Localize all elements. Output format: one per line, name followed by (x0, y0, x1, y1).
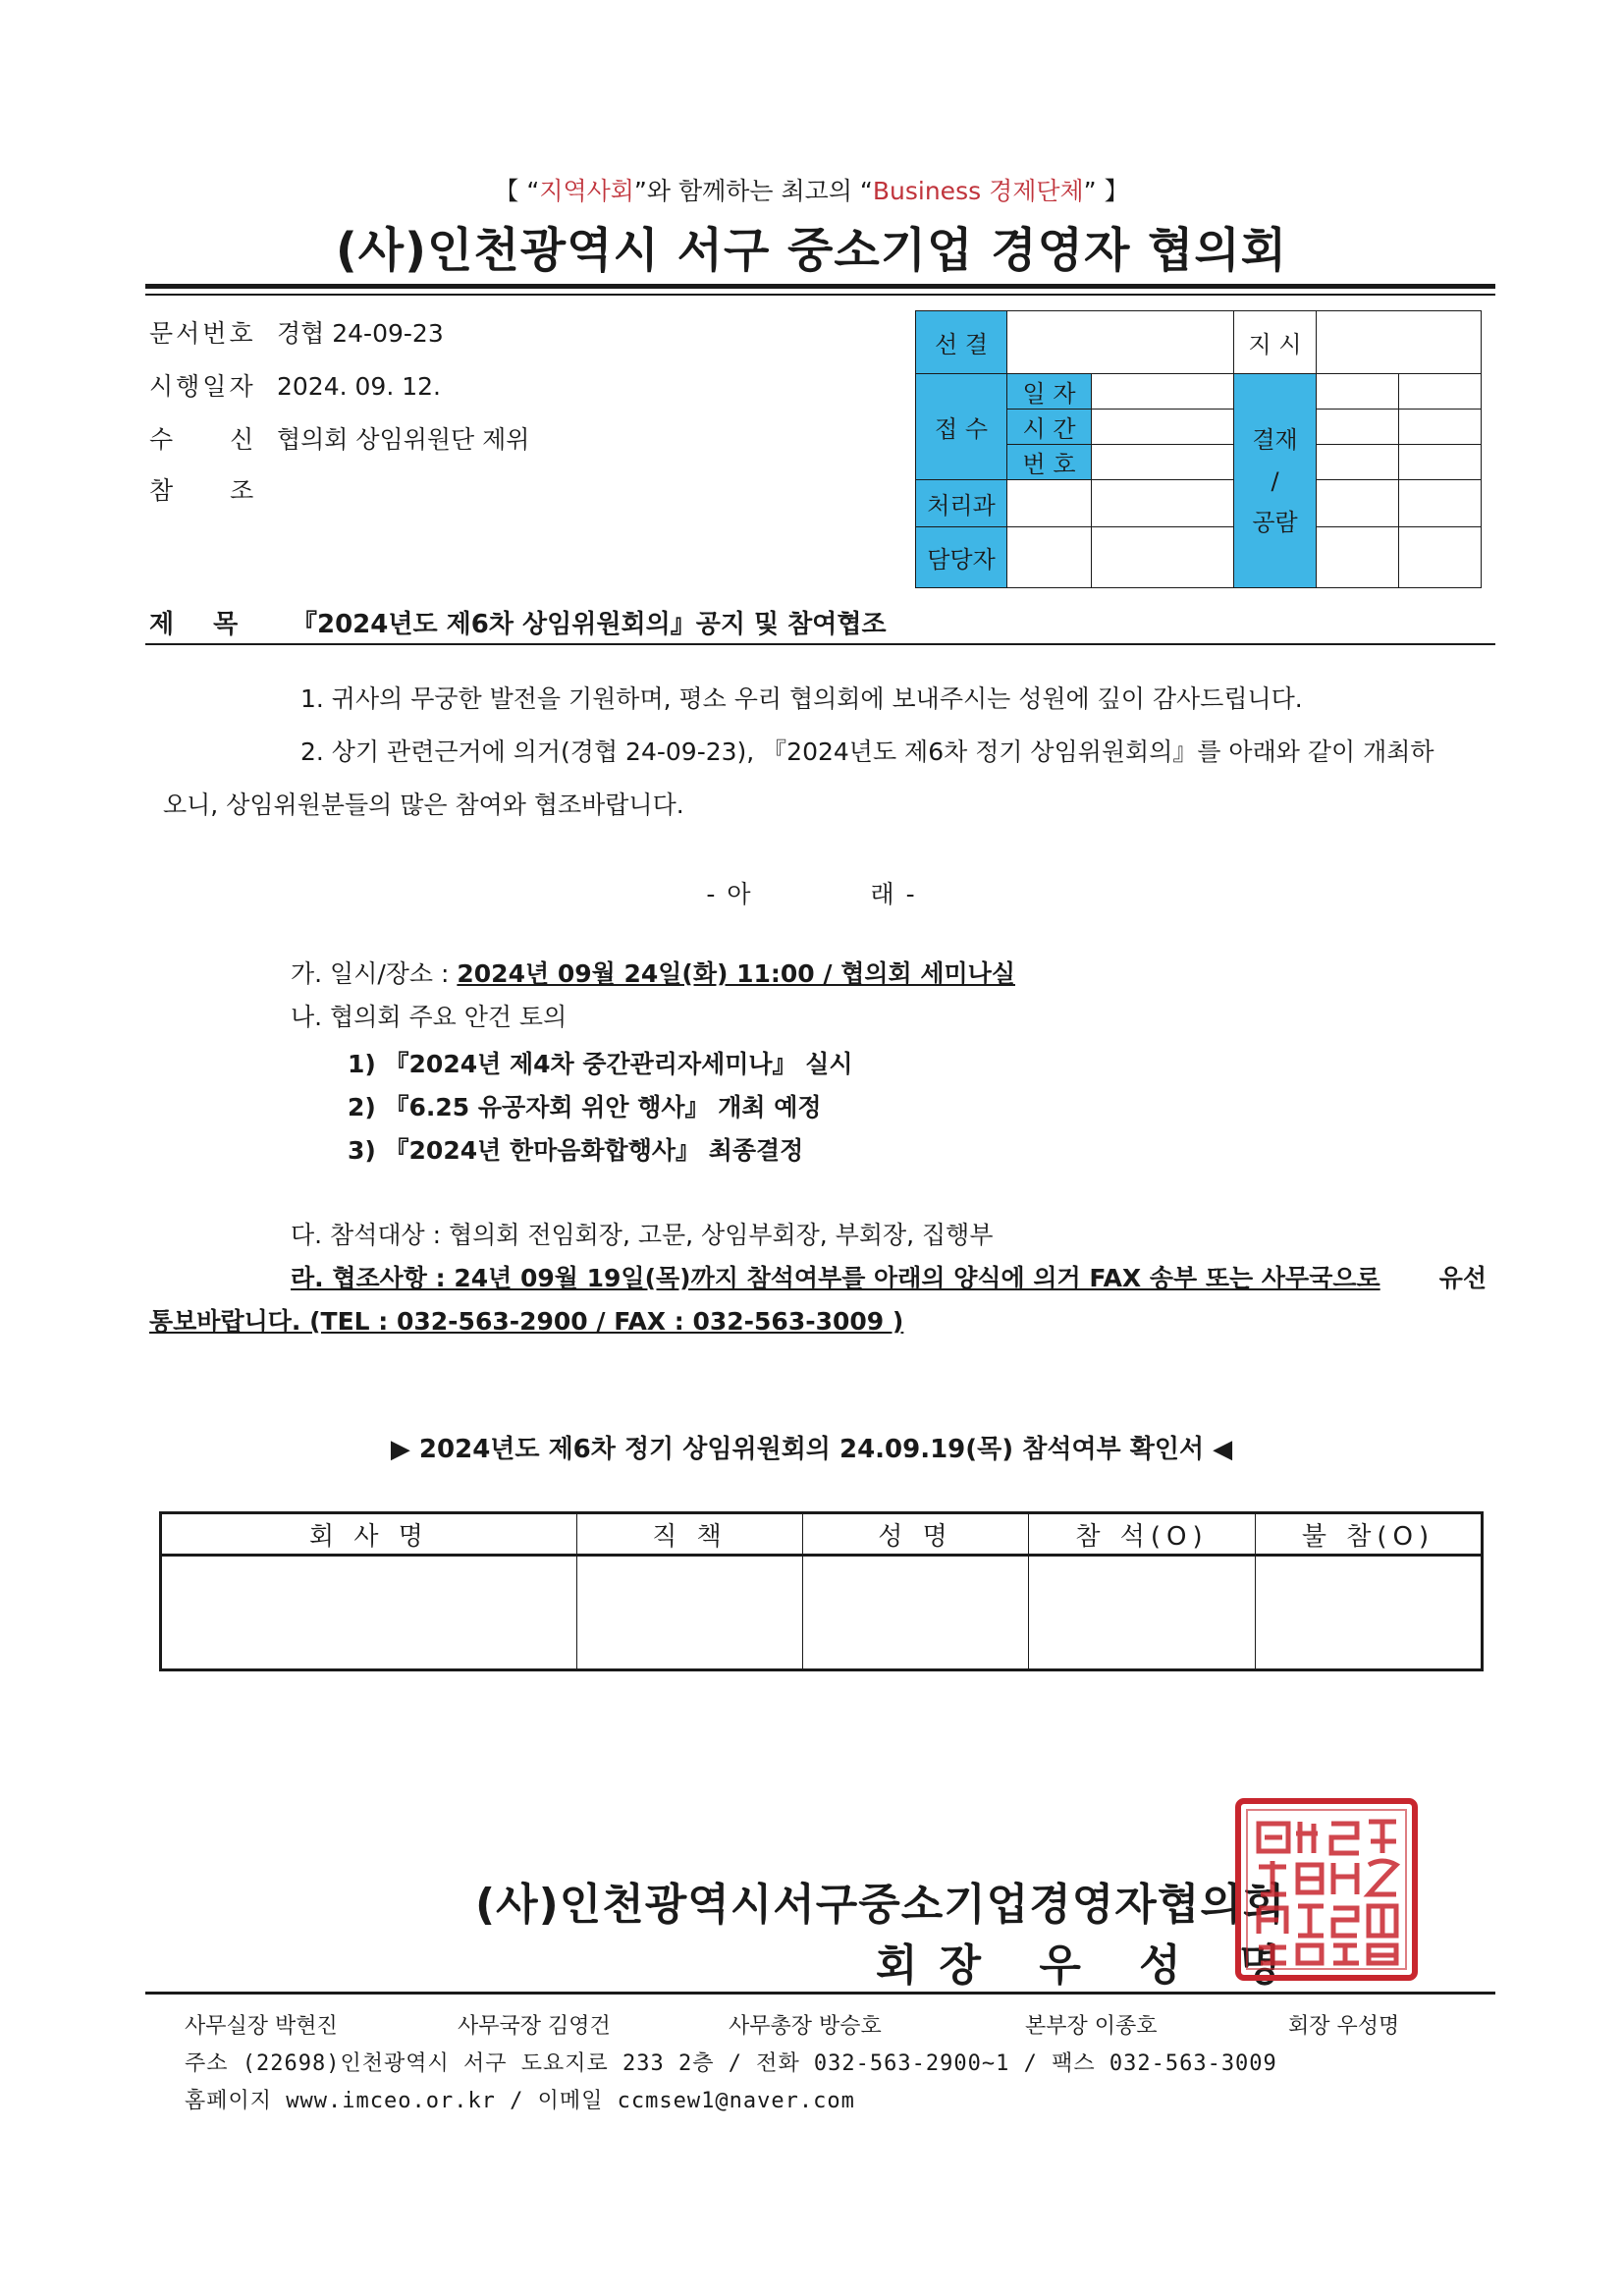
person-label: 담당자 (916, 527, 1007, 588)
recipient-row (149, 422, 529, 458)
staff-secretary-director: 사무국장 김영건 (458, 2014, 611, 2039)
approval-cell (1399, 527, 1482, 588)
approval-cell (1317, 480, 1399, 527)
reference-label: 참 조 (149, 476, 257, 505)
item-datetime-place (291, 955, 1015, 990)
dept-field (1007, 480, 1092, 527)
reference-row (149, 473, 277, 509)
below-heading (0, 875, 1623, 910)
contact-web-email: 홈페이지 www.imceo.or.kr / 이메일 ccmsew1@naver.com (185, 2089, 855, 2113)
recipient-value: 협의회 상임위원단 제위 (277, 425, 530, 454)
approval-slash: / (1271, 466, 1279, 495)
approval-cell (1399, 480, 1482, 527)
agenda-item: 3) 『2024년 한마음화합행사』 최종결정 (348, 1136, 804, 1165)
column-company: 회 사 명 (161, 1513, 577, 1556)
cooperation-text-end: 유선 (1438, 1264, 1487, 1292)
staff-division-head: 본부장 이종호 (1025, 2014, 1158, 2039)
paragraph-2-line-1: 2. 상기 관련근거에 의거(경협 24-09-23), 『2024년도 제6차 정기 상임위원회의』를 아래와 같이 개최하 (300, 738, 1434, 766)
approval-cell (1399, 374, 1482, 410)
column-position: 직 책 (577, 1513, 803, 1556)
item-attendees: 다. 참석대상 : 협의회 전임회장, 고문, 상임부회장, 부회장, 집행부 (291, 1221, 994, 1249)
received-time-field (1092, 410, 1234, 445)
staff-office-manager: 사무실장 박현진 (185, 2014, 338, 2039)
received-label: 접 수 (916, 374, 1007, 480)
dept-label: 처리과 (916, 480, 1007, 527)
received-number-label: 번 호 (1007, 445, 1092, 480)
doc-number-row (149, 316, 444, 352)
slogan (0, 172, 1623, 207)
approval-review-label (1234, 374, 1317, 588)
organization-title: (사)인천광역시 서구 중소기업 경영자 협의회 (335, 223, 1288, 278)
doc-number-label: 문서번호 (149, 319, 256, 348)
issue-date-label: 시행일자 (149, 372, 256, 401)
column-absent: 불 참(O) (1256, 1513, 1483, 1556)
item-cooperation-line-1 (291, 1259, 1487, 1294)
attendance-form-title: ▶ 2024년도 제6차 정기 상임위원회의 24.09.19(목) 참석여부 확인서 ◀ (390, 1435, 1233, 1464)
instruction-field (1317, 311, 1482, 374)
name-input[interactable] (803, 1556, 1029, 1670)
agenda-item: 1) 『2024년 제4차 중간관리자세미나』 실시 (348, 1050, 853, 1078)
received-date-label: 일 자 (1007, 374, 1092, 410)
datetime-place-value: 2024년 09월 24일(화) 11:00 / 협의회 세미나실 (457, 959, 1015, 988)
footer-divider (145, 1992, 1495, 1995)
doc-number-value: 경협 24-09-23 (277, 319, 444, 348)
recipient-label: 수 신 (149, 425, 257, 454)
staff-chairman: 회장 우성명 (1288, 2014, 1400, 2039)
attendance-form-table (159, 1511, 1484, 1671)
issue-date-value: 2024. 09. 12. (277, 372, 441, 401)
approval-cell (1399, 445, 1482, 480)
agenda-item: 2) 『6.25 유공자회 위안 행사』 개최 예정 (348, 1093, 822, 1121)
company-input[interactable] (161, 1556, 577, 1670)
president-signature: 회장 우 성 명 (876, 1941, 1303, 1991)
approval-cell (1317, 374, 1399, 410)
approval-cell (1317, 527, 1399, 588)
person-field (1007, 527, 1092, 588)
slogan-highlight-community: 지역사회 (539, 177, 634, 205)
received-time-label: 시 간 (1007, 410, 1092, 445)
staff-secretary-general: 사무총장 방승호 (729, 2014, 882, 2039)
approval-cell (1399, 410, 1482, 445)
received-date-field (1092, 374, 1234, 410)
cooperation-text: 라. 협조사항 : 24년 09월 19일(목)까지 참석여부를 아래의 양식에 의거 FAX 송부 또는 사무국으로 (291, 1264, 1380, 1292)
paragraph-1: 1. 귀사의 무궁한 발전을 기원하며, 평소 우리 협의회에 보내주시는 성원에 깊이 감사드립니다. (300, 684, 1303, 713)
below-heading-right: 래 - (870, 880, 917, 908)
paragraph-2-line-2: 오니, 상임위원분들의 많은 참여와 협조바랍니다. (163, 791, 684, 819)
contact-address: 주소 (22698)인천광역시 서구 도요지로 233 2층 / 전화 032-563-2900~1 / 팩스 032-563-3009 (185, 2051, 1277, 2076)
slogan-close: ” 】 (1083, 177, 1129, 205)
subject-text: 『2024년도 제6차 상임위원회의』공지 및 참여협조 (292, 610, 887, 639)
header-divider-thick (145, 284, 1495, 289)
person-field-2 (1092, 527, 1234, 588)
column-name: 성 명 (803, 1513, 1029, 1556)
slogan-middle: ”와 함께하는 최고의 “ (633, 177, 873, 205)
review-label: 공람 (1252, 508, 1298, 536)
preapproval-field (1007, 311, 1234, 374)
column-attend: 참 석(O) (1029, 1513, 1256, 1556)
preapproval-label: 선 결 (916, 311, 1007, 374)
datetime-place-label: 가. 일시/장소 : (291, 959, 458, 988)
slogan-highlight-business: Business 경제단체 (872, 177, 1084, 205)
below-heading-left: - 아 (706, 880, 753, 908)
subject-row (149, 604, 887, 640)
subject-label: 제목 (149, 610, 278, 639)
subject-divider (145, 643, 1495, 645)
header-divider-thin (145, 294, 1495, 296)
dept-field-2 (1092, 480, 1234, 527)
attend-input[interactable] (1029, 1556, 1256, 1670)
approval-cell (1317, 445, 1399, 480)
official-seal-icon (1235, 1798, 1418, 1981)
position-input[interactable] (577, 1556, 803, 1670)
instruction-label: 지 시 (1234, 311, 1317, 374)
item-agenda: 나. 협의회 주요 안건 토의 (291, 1003, 568, 1031)
approval-cell (1317, 410, 1399, 445)
approval-label: 결재 (1252, 425, 1298, 454)
footer-organization: (사)인천광역시서구중소기업경영자협의회 (475, 1880, 1286, 1930)
issue-date-row (149, 369, 441, 405)
approval-box (915, 310, 1482, 588)
received-number-field (1092, 445, 1234, 480)
slogan-open: 【 “ (494, 177, 540, 205)
absent-input[interactable] (1256, 1556, 1483, 1670)
item-cooperation-line-2: 통보바랍니다. (TEL : 032-563-2900 / FAX : 032-563-3009 ) (149, 1307, 904, 1336)
